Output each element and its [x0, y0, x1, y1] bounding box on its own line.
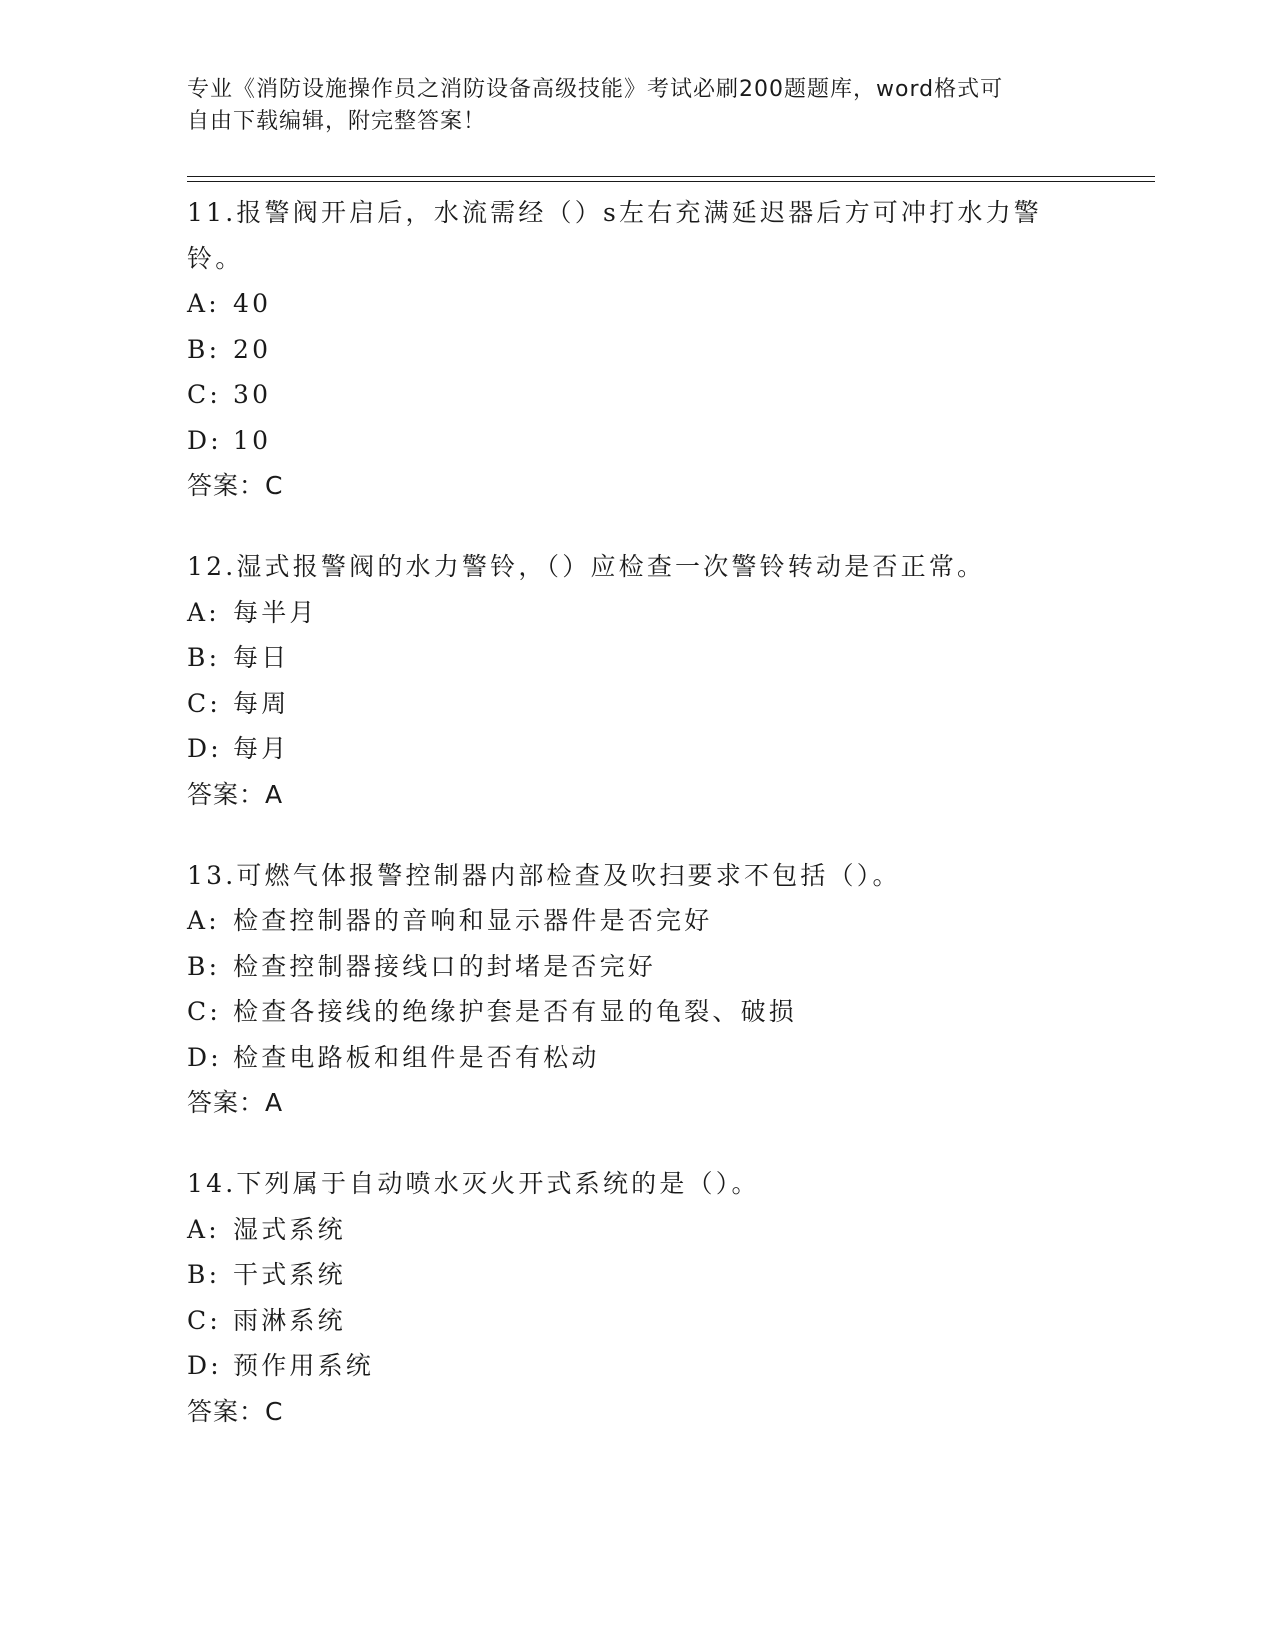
option-letter: C: [187, 688, 221, 718]
option-text: 20 [233, 334, 272, 364]
question-13 [187, 853, 1067, 1126]
option-a [187, 281, 1067, 327]
option-letter: C: [187, 380, 221, 409]
option-text: 每月 [233, 734, 290, 763]
question-11 [187, 190, 1067, 508]
option-text: 预作用系统 [233, 1351, 375, 1380]
option-letter: B: [187, 643, 221, 672]
option-letter: B: [187, 334, 221, 364]
option-text: 检查电路板和组件是否有松动 [233, 1042, 600, 1072]
option-c [187, 372, 1067, 418]
option-letter: A: [187, 1214, 220, 1244]
option-letter: D: [187, 1042, 222, 1072]
option-a [187, 1207, 1067, 1253]
question-stem: 13.可燃气体报警控制器内部检查及吹扫要求不包括（）。 [187, 860, 901, 890]
question-14 [187, 1161, 1067, 1434]
option-letter: D: [187, 1351, 222, 1380]
option-letter: A: [187, 289, 220, 318]
option-text: 雨淋系统 [233, 1305, 346, 1335]
option-text: 每日 [233, 643, 290, 672]
option-text: 检查控制器接线口的封堵是否完好 [233, 951, 657, 981]
option-text: 湿式系统 [233, 1214, 346, 1244]
option-letter: C: [187, 1305, 221, 1335]
option-text: 检查控制器的音响和显示器件是否完好 [233, 906, 713, 935]
question-stem: 11.报警阀开启后，水流需经（）s左右充满延迟器后方可冲打水力警铃。 [187, 198, 1042, 273]
option-text: 每周 [233, 688, 290, 718]
option-text: 30 [233, 380, 272, 409]
option-b [187, 1252, 1067, 1298]
document-header [187, 74, 1067, 138]
option-text: 干式系统 [233, 1260, 346, 1289]
option-b [187, 944, 1067, 990]
option-b [187, 635, 1067, 681]
option-text: 每半月 [233, 597, 318, 627]
option-d [187, 418, 1067, 464]
header-line-2: 自由下载编辑，附完整答案！ [187, 109, 487, 134]
option-d [187, 726, 1067, 772]
option-text: 40 [233, 289, 272, 318]
header-divider-top [187, 176, 1155, 177]
option-text: 检查各接线的绝缘护套是否有显的龟裂、破损 [233, 997, 798, 1026]
option-b [187, 327, 1067, 373]
option-letter: A: [187, 597, 220, 627]
question-stem: 12.湿式报警阀的水力警铃，（）应检查一次警铃转动是否正常。 [187, 552, 986, 581]
option-c [187, 681, 1067, 727]
question-list [187, 190, 1067, 1470]
option-text: 10 [233, 425, 272, 455]
option-letter: B: [187, 951, 221, 981]
answer-line: 答案：A [187, 779, 284, 809]
question-stem: 14.下列属于自动喷水灭火开式系统的是（）。 [187, 1169, 760, 1198]
option-a [187, 590, 1067, 636]
option-letter: D: [187, 734, 222, 763]
answer-line: 答案：C [187, 1396, 284, 1426]
answer-line: 答案：C [187, 471, 284, 500]
option-letter: B: [187, 1260, 221, 1289]
option-a [187, 898, 1067, 944]
option-letter: D: [187, 425, 222, 455]
option-c [187, 989, 1067, 1035]
option-letter: C: [187, 997, 221, 1026]
option-d [187, 1343, 1067, 1389]
header-divider-bottom [187, 181, 1155, 182]
option-letter: A: [187, 906, 220, 935]
header-line-1: 专业《消防设施操作员之消防设备高级技能》考试必刷200题题库，word格式可 [187, 77, 1004, 102]
answer-line: 答案：A [187, 1088, 284, 1117]
option-d [187, 1035, 1067, 1081]
option-c [187, 1298, 1067, 1344]
question-12 [187, 544, 1067, 817]
